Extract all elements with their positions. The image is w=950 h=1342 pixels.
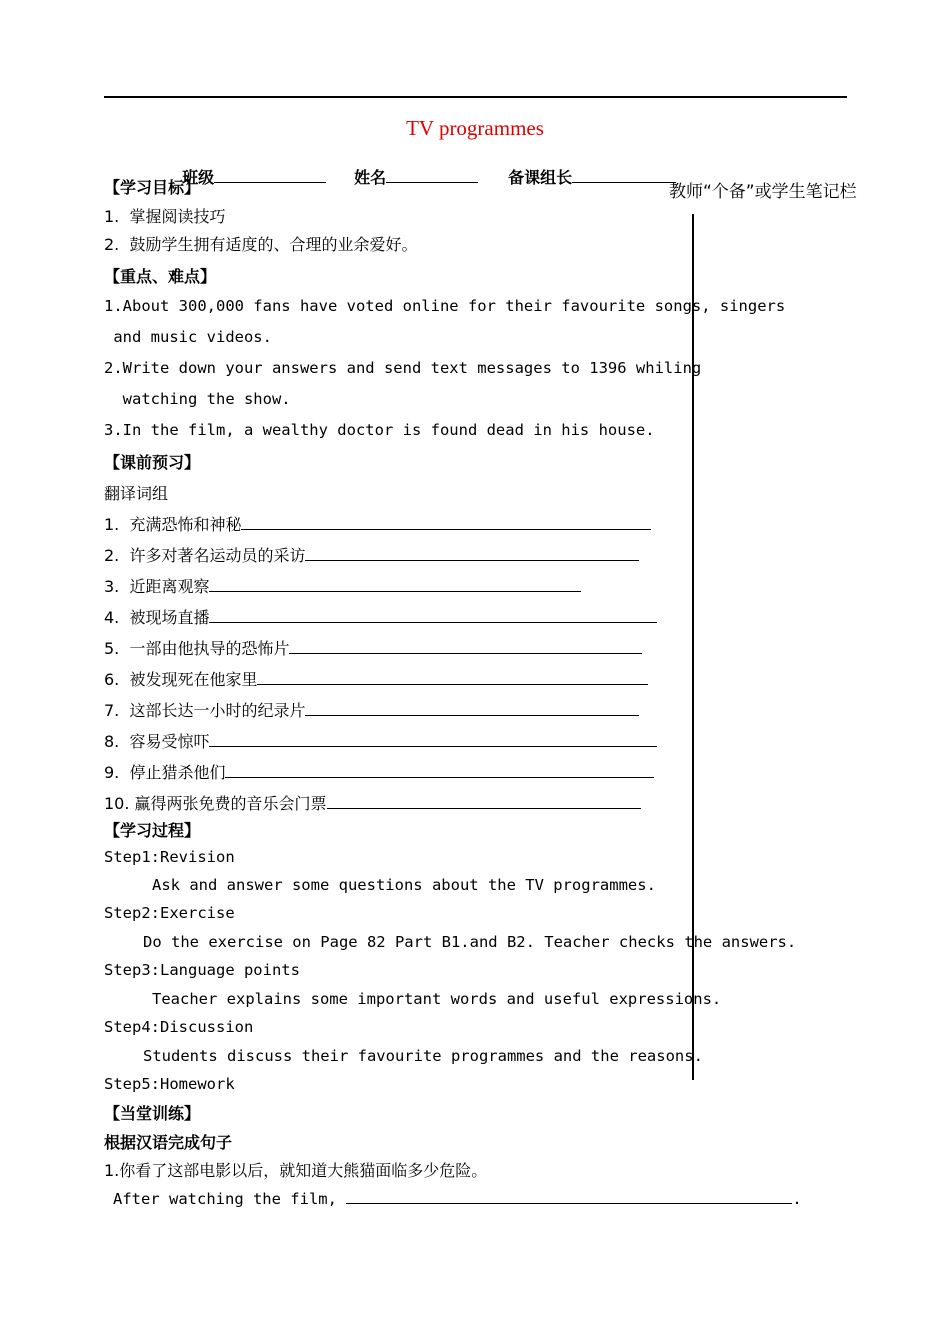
name-label: 姓名 <box>354 168 387 187</box>
phrase-text: 3. 近距离观察 <box>104 577 210 596</box>
preview-heading: 【课前预习】 <box>104 453 201 472</box>
step-text: Teacher explains some important words and useful expressions. <box>152 990 722 1008</box>
key-point-line: and music videos. <box>104 328 272 346</box>
step-title: Step1:Revision <box>104 848 235 866</box>
leader-label: 备课组长 <box>508 168 573 187</box>
top-rule <box>104 96 847 98</box>
phrase-text: 6. 被发现死在他家里 <box>104 670 258 689</box>
phrase-text: 10. 赢得两张免费的音乐会门票 <box>104 794 327 813</box>
side-note-label: 教师“个备”或学生笔记栏 <box>669 182 857 202</box>
phrase-answer-blank[interactable] <box>305 701 639 716</box>
phrase-answer-blank[interactable] <box>209 608 657 623</box>
phrase-text: 1. 充满恐怖和神秘 <box>104 515 242 534</box>
phrase-answer-blank[interactable] <box>241 515 651 530</box>
class-label: 班级 <box>182 168 215 187</box>
practice-question: 1.你看了这部电影以后，就知道大熊猫面临多少危险。 <box>104 1161 488 1180</box>
practice-answer-line <box>113 1189 802 1208</box>
phrase-item <box>104 512 651 535</box>
goals-heading: 【学习目标】 <box>104 178 201 197</box>
phrase-item <box>104 729 657 752</box>
practice-answer-suffix: . <box>792 1190 802 1208</box>
phrase-answer-blank[interactable] <box>257 670 648 685</box>
phrase-answer-blank[interactable] <box>225 763 654 778</box>
practice-answer-prefix: After watching the film, <box>113 1190 337 1208</box>
class-blank[interactable] <box>214 168 326 183</box>
goal-item: 2. 鼓励学生拥有适度的、合理的业余爱好。 <box>104 235 418 254</box>
step-text: Do the exercise on Page 82 Part B1.and B2. Teacher checks the answers. <box>143 933 797 951</box>
name-blank[interactable] <box>386 168 478 183</box>
practice-answer-blank[interactable] <box>346 1189 792 1204</box>
key-point-line: 1.About 300,000 fans have voted online for their favourite songs, singers <box>104 297 786 315</box>
key-points-heading: 【重点、难点】 <box>104 267 217 286</box>
step-title: Step4:Discussion <box>104 1018 254 1036</box>
phrase-item <box>104 605 657 628</box>
phrase-item <box>104 791 641 814</box>
phrase-text: 5. 一部由他执导的恐怖片 <box>104 639 290 658</box>
page-title: TV programmes <box>406 116 544 140</box>
phrase-text: 7. 这部长达一小时的纪录片 <box>104 701 306 720</box>
phrase-text: 9. 停止猎杀他们 <box>104 763 226 782</box>
practice-subheading: 根据汉语完成句子 <box>104 1133 233 1152</box>
key-point-line: 3.In the film, a wealthy doctor is found dead in his house. <box>104 421 655 439</box>
phrase-answer-blank[interactable] <box>289 639 642 654</box>
key-point-line: 2.Write down your answers and send text messages to 1396 whiling <box>104 359 702 377</box>
key-point-line: watching the show. <box>104 390 291 408</box>
step-title: Step5:Homework <box>104 1075 235 1093</box>
leader-field <box>497 146 676 188</box>
step-title: Step2:Exercise <box>104 904 235 922</box>
phrase-text: 4. 被现场直播 <box>104 608 210 627</box>
phrase-answer-blank[interactable] <box>327 794 641 809</box>
phrase-item <box>104 667 648 690</box>
practice-heading: 【当堂训练】 <box>104 1104 201 1123</box>
phrase-item <box>104 760 654 783</box>
step-title: Step3:Language points <box>104 961 300 979</box>
step-text: Ask and answer some questions about the TV programmes. <box>152 876 656 894</box>
phrase-item <box>104 636 642 659</box>
goal-item: 1. 掌握阅读技巧 <box>104 207 226 226</box>
phrase-answer-blank[interactable] <box>209 732 657 747</box>
phrase-item <box>104 543 639 566</box>
phrase-text: 8. 容易受惊吓 <box>104 732 210 751</box>
process-heading: 【学习过程】 <box>104 821 201 840</box>
step-text: Students discuss their favourite programmes and the reasons. <box>143 1047 703 1065</box>
name-field <box>343 146 478 188</box>
preview-intro: 翻译词组 <box>104 484 169 503</box>
phrase-item <box>104 574 581 597</box>
phrase-item <box>104 698 639 721</box>
phrase-answer-blank[interactable] <box>305 546 639 561</box>
leader-blank[interactable] <box>572 168 676 183</box>
phrase-text: 2. 许多对著名运动员的采访 <box>104 546 306 565</box>
phrase-answer-blank[interactable] <box>209 577 581 592</box>
